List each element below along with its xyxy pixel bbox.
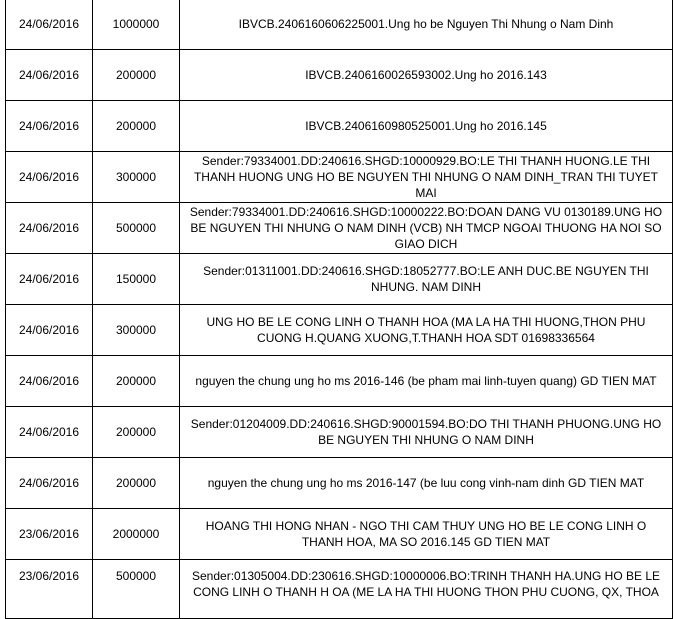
date-cell: 24/06/2016	[6, 50, 93, 101]
amount-cell: 200000	[93, 458, 180, 509]
table-row	[6, 305, 673, 356]
date-cell: 24/06/2016	[6, 407, 93, 458]
table-row	[6, 101, 673, 152]
description-cell: IBVCB.2406160980525001.Ung ho 2016.145	[180, 101, 673, 152]
transactions-table-body	[6, 0, 673, 619]
description-cell: Sender:79334001.DD:240616.SHGD:10000929.BO:LE THI THANH HUONG.LE THI THANH HUONG UNG HO BE NGUYEN THI NHUNG O NAM DINH_TRAN THI TUYET MAI	[180, 152, 673, 203]
amount-cell: 200000	[93, 356, 180, 407]
table-row	[6, 407, 673, 458]
description-cell: nguyen the chung ung ho ms 2016-147 (be luu cong vinh-nam dinh GD TIEN MAT	[180, 458, 673, 509]
date-cell: 24/06/2016	[6, 203, 93, 254]
table-row	[6, 152, 673, 203]
date-cell: 24/06/2016	[6, 305, 93, 356]
date-cell: 24/06/2016	[6, 458, 93, 509]
date-cell: 24/06/2016	[6, 101, 93, 152]
amount-cell: 200000	[93, 407, 180, 458]
description-cell: Sender:01204009.DD:240616.SHGD:90001594.BO:DO THI THANH PHUONG.UNG HO BE NGUYEN THI NHUNG O NAM DINH	[180, 407, 673, 458]
amount-cell: 300000	[93, 152, 180, 203]
description-cell: UNG HO BE LE CONG LINH O THANH HOA (MA LA HA THI HUONG,THON PHU CUONG H.QUANG XUONG,T.THANH HOA SDT 01698336564	[180, 305, 673, 356]
amount-cell: 500000	[93, 560, 180, 619]
table-row	[6, 0, 673, 50]
description-cell: Sender:79334001.DD:240616.SHGD:10000222.BO:DOAN DANG VU 0130189.UNG HO BE NGUYEN THI NHUNG O NAM DINH (VCB) NH TMCP NGOAI THUONG HA NOI SO GIAO DICH	[180, 203, 673, 254]
amount-cell: 2000000	[93, 509, 180, 560]
date-cell: 23/06/2016	[6, 560, 93, 619]
date-cell: 24/06/2016	[6, 152, 93, 203]
description-cell: HOANG THI HONG NHAN - NGO THI CAM THUY UNG HO BE LE CONG LINH O THANH HOA, MA SO 2016.145 GD TIEN MAT	[180, 509, 673, 560]
amount-cell: 150000	[93, 254, 180, 305]
date-cell: 24/06/2016	[6, 356, 93, 407]
date-cell: 24/06/2016	[6, 0, 93, 50]
description-cell: Sender:01305004.DD:230616.SHGD:10000006.BO:TRINH THANH HA.UNG HO BE LE CONG LINH O THANH H OA (ME LA HA THI HUONG THON PHU CUONG, QX, THOA	[180, 560, 673, 619]
date-cell: 23/06/2016	[6, 509, 93, 560]
amount-cell: 200000	[93, 50, 180, 101]
amount-cell: 1000000	[93, 0, 180, 50]
date-cell: 24/06/2016	[6, 254, 93, 305]
table-row	[6, 203, 673, 254]
description-cell: IBVCB.2406160606225001.Ung ho be Nguyen Thi Nhung o Nam Dinh	[180, 0, 673, 50]
transactions-table	[5, 0, 673, 619]
amount-cell: 500000	[93, 203, 180, 254]
amount-cell: 200000	[93, 101, 180, 152]
amount-cell: 300000	[93, 305, 180, 356]
description-cell: nguyen the chung ung ho ms 2016-146 (be pham mai linh-tuyen quang) GD TIEN MAT	[180, 356, 673, 407]
table-row	[6, 254, 673, 305]
table-row	[6, 356, 673, 407]
table-row	[6, 560, 673, 619]
table-row	[6, 458, 673, 509]
description-cell: IBVCB.2406160026593002.Ung ho 2016.143	[180, 50, 673, 101]
description-cell: Sender:01311001.DD:240616.SHGD:18052777.BO:LE ANH DUC.BE NGUYEN THI NHUNG. NAM DINH	[180, 254, 673, 305]
table-row	[6, 50, 673, 101]
table-row	[6, 509, 673, 560]
